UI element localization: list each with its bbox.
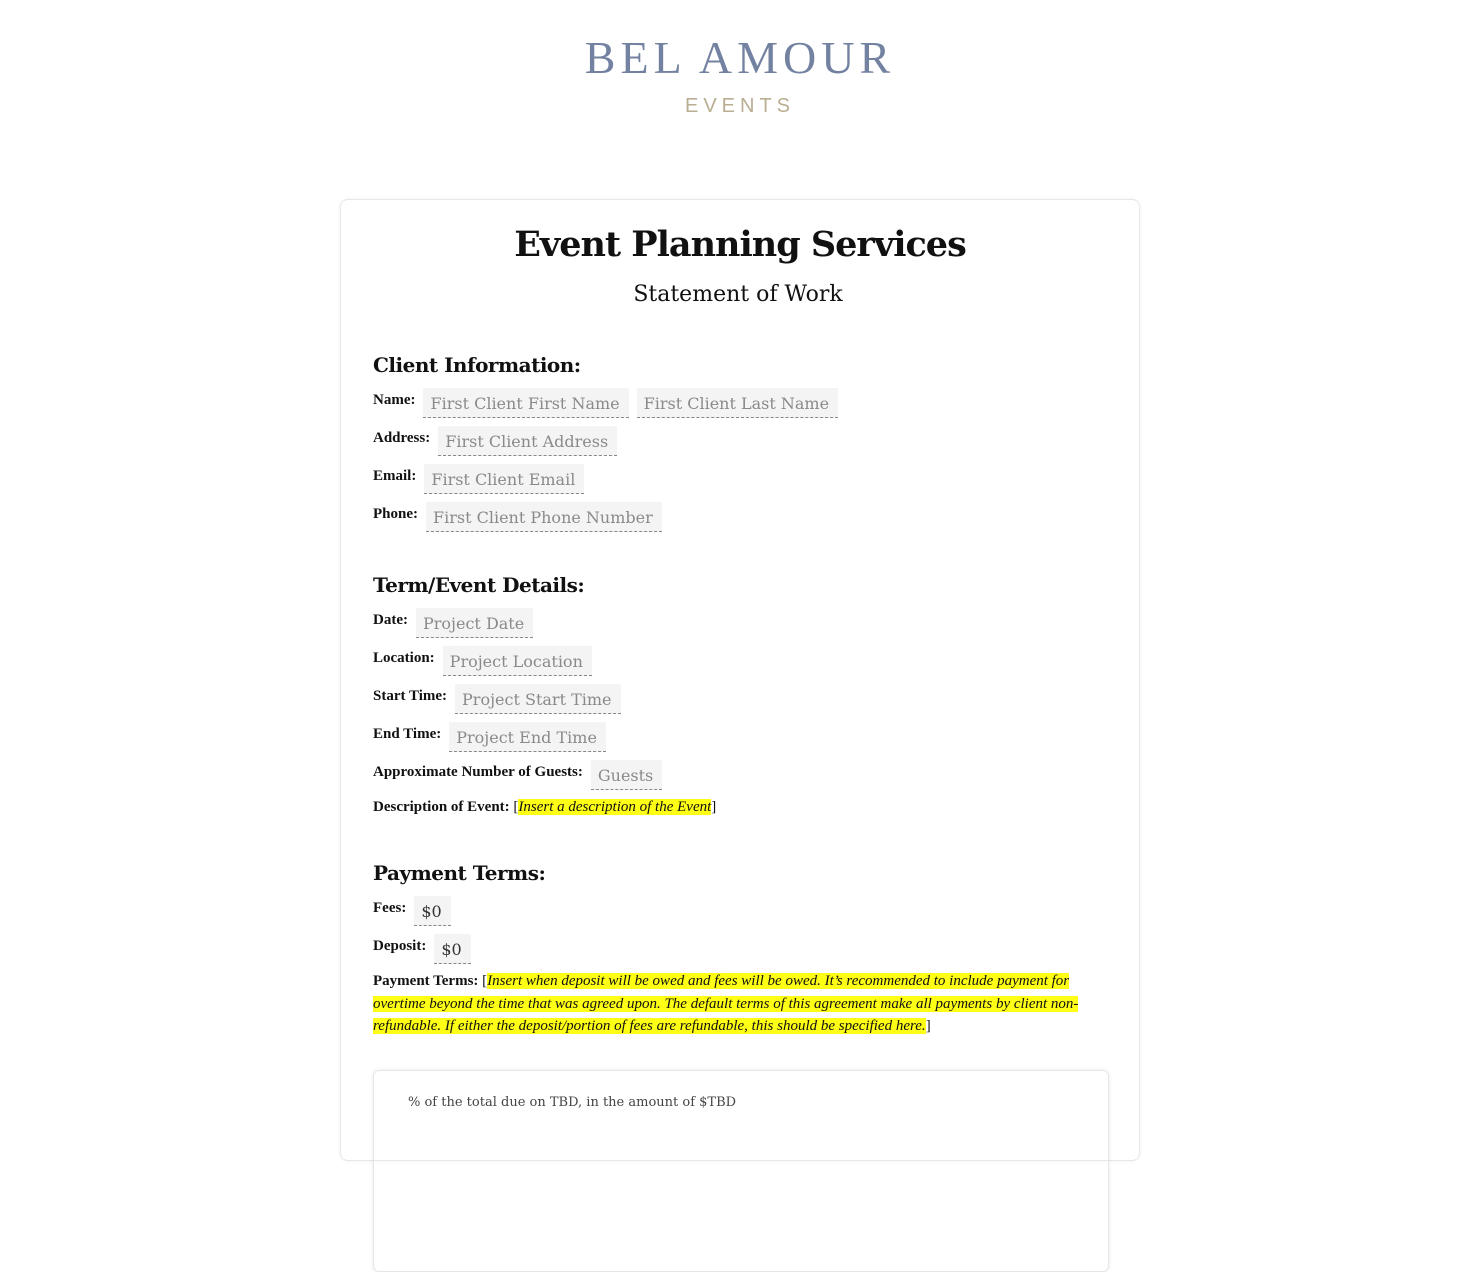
event-details-heading: Term/Event Details: [373,573,585,597]
end-time-row [373,722,614,752]
phone-field[interactable]: First Client Phone Number [426,502,662,532]
description-placeholder-text[interactable]: Insert a description of the Event [518,799,712,815]
start-time-field[interactable]: Project Start Time [455,684,620,714]
logo-wordmark: BEL AMOUR [584,32,896,83]
company-logo [0,30,1480,120]
payment-terms-text [373,970,1103,1038]
event-description [373,796,1107,819]
guests-row [373,760,670,790]
name-row [373,388,846,418]
logo-subtitle: EVENTS [684,95,796,117]
terms-close-bracket: ] [925,1018,931,1034]
terms-open-bracket: [ [482,973,488,989]
document-subtitle: Statement of Work [633,282,843,307]
location-label: Location: [373,650,435,666]
document-card [340,199,1140,1161]
payment-terms-heading: Payment Terms: [373,861,546,885]
email-field[interactable]: First Client Email [424,464,584,494]
fees-field[interactable]: $0 [414,896,450,926]
date-row [373,608,541,638]
address-label: Address: [373,430,431,446]
first-name-field[interactable]: First Client First Name [423,388,628,418]
date-field[interactable]: Project Date [416,608,533,638]
guests-label: Approximate Number of Guests: [373,764,583,780]
end-time-field[interactable]: Project End Time [449,722,606,752]
address-row [373,426,625,456]
payment-schedule-box [373,1070,1109,1272]
phone-row [373,502,670,532]
location-field[interactable]: Project Location [443,646,592,676]
fees-row [373,896,459,926]
start-time-label: Start Time: [373,688,448,704]
client-info-heading: Client Information: [373,353,581,377]
deposit-row [373,934,479,964]
payment-terms-label: Payment Terms: [373,973,479,989]
address-field[interactable]: First Client Address [438,426,617,456]
payment-schedule-text: % of the total due on TBD, in the amount of $TBD [408,1095,737,1110]
document-title: Event Planning Services [514,224,966,265]
last-name-field[interactable]: First Client Last Name [637,388,838,418]
phone-label: Phone: [373,506,418,522]
end-time-label: End Time: [373,726,442,742]
location-row [373,646,600,676]
email-row [373,464,592,494]
deposit-field[interactable]: $0 [434,934,470,964]
email-label: Email: [373,468,417,484]
description-label: Description of Event: [373,799,510,815]
fees-label: Fees: [373,900,407,916]
description-close-bracket: ] [711,799,717,815]
description-open-bracket: [ [513,799,519,815]
payment-terms-placeholder-text[interactable]: Insert when deposit will be owed and fees will be owed. It’s recommended to include payment for overtime beyond the time that was agreed upon. The default terms of this agreement make all payments by client non-refundable. If either the deposit/portion of fees are refundable, this should be specified here. [373,973,1079,1034]
name-label: Name: [373,392,416,408]
date-label: Date: [373,612,408,628]
guests-field[interactable]: Guests [591,760,662,790]
deposit-label: Deposit: [373,938,427,954]
start-time-row [373,684,629,714]
